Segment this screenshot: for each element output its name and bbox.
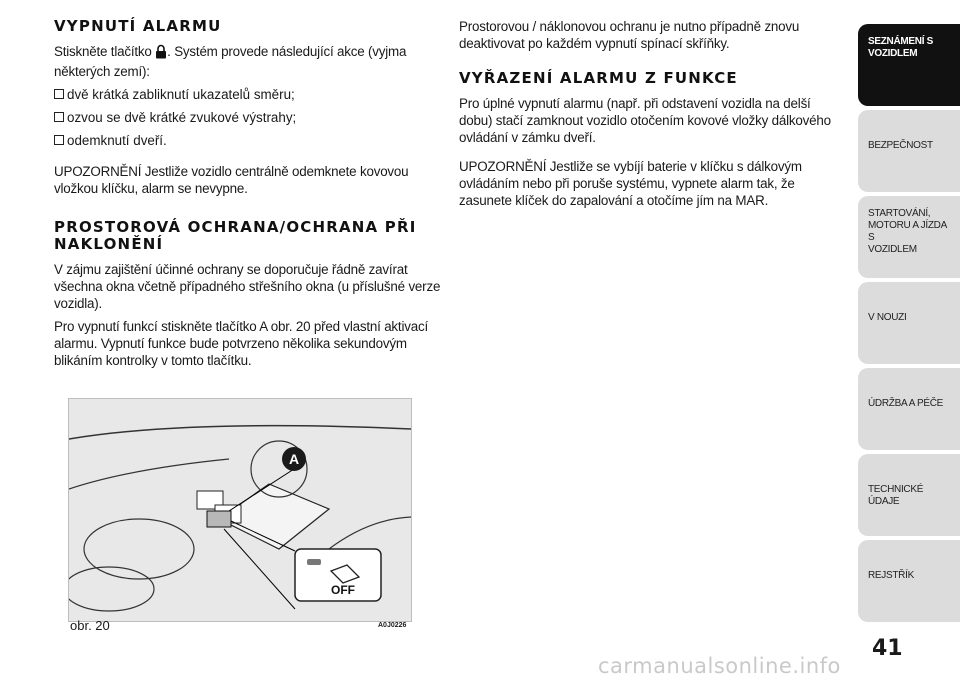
bullet-text: ozvou se dvě krátké zvukové výstrahy;: [67, 110, 297, 125]
paragraph-press-button-start: Stiskněte tlačítko: [54, 44, 152, 59]
left-column: [54, 18, 446, 375]
figure-caption: obr. 20: [70, 618, 110, 633]
tab-technicke-udaje[interactable]: [858, 454, 960, 536]
off-button-label: OFF: [331, 583, 355, 597]
tab-rejstrik[interactable]: [858, 540, 960, 622]
tab-label-line: TECHNICKÉ ÚDAJE: [868, 484, 924, 507]
right-column: [459, 18, 839, 215]
bullet-item: [54, 109, 446, 126]
bullet-item: [54, 132, 446, 149]
figure-roof-console: [68, 398, 412, 622]
page-number: 41: [872, 636, 903, 661]
chapter-sidebar: [858, 24, 960, 626]
paragraph-battery-warning: UPOZORNĚNÍ Jestliže se vybíjí baterie v klíčku s dálkovým ovládáním nebo při poruše systému, vypnete alarm tak, že zasunete klíček do zapalování a otočíme jím na MAR.: [459, 159, 802, 208]
tab-v-nouzi[interactable]: [858, 282, 960, 364]
paragraph-warning-key: UPOZORNĚNÍ Jestliže vozidlo centrálně odemknete kovovou vložkou klíčku, alarm se nevypne.: [54, 164, 409, 196]
tab-label-line: REJSTŘÍK: [868, 570, 914, 581]
watermark-text: carmanualsonline.info: [598, 654, 841, 678]
tab-label-line: BEZPEČNOST: [868, 140, 933, 151]
tab-bezpecnost[interactable]: [858, 110, 960, 192]
checkbox-bullet-icon: [54, 135, 64, 145]
bullet-text: odemknutí dveří.: [67, 133, 167, 148]
tab-udrzba-a-pece[interactable]: [858, 368, 960, 450]
tab-seznameni-s-vozidlem[interactable]: [858, 24, 960, 106]
paragraph-disable-functions: Pro vypnutí funkcí stiskněte tlačítko A obr. 20 před vlastní aktivací alarmu. Vypnutí funkce bude potvrzeno několika sekundovým blikáním kontrolky v tomto tlačítku.: [54, 319, 428, 368]
paragraph-press-button: [54, 43, 446, 80]
heading-vypnuti-alarmu: VYPNUTÍ ALARMU: [54, 17, 222, 35]
checkbox-bullet-icon: [54, 112, 64, 122]
tab-label-line: VOZIDLEM: [868, 244, 917, 255]
roof-console-illustration: [69, 399, 411, 621]
tab-label-line: SEZNÁMENÍ S: [868, 36, 934, 47]
heading-prostorova-ochrana: PROSTOROVÁ OCHRANA/OCHRANA PŘI NAKLONĚNÍ: [54, 218, 417, 253]
paragraph-close-windows: V zájmu zajištění účinné ochrany se doporučuje řádně zavírat všechna okna včetně případného střešního okna (u příslušné verze vozidla).: [54, 262, 441, 311]
bullet-text: dvě krátká zabliknutí ukazatelů směru;: [67, 87, 295, 102]
figure-code: A0J0226: [378, 622, 407, 629]
tab-label-line: MOTORU A JÍZDA S: [868, 220, 947, 243]
callout-label: A: [288, 451, 300, 467]
tab-label-line: V NOUZI: [868, 312, 907, 323]
tab-label-line: VOZIDLEM: [868, 48, 918, 59]
tab-label-line: ÚDRŽBA A PÉČE: [868, 398, 944, 409]
paragraph-full-disable: Pro úplné vypnutí alarmu (např. při odstavení vozidla na delší dobu) stačí zamknout vozidlo otočením kovové vložky dálkového ovládání v zámku dveří.: [459, 96, 831, 145]
padlock-icon: [155, 44, 167, 63]
heading-vyrazeni-alarmu: VYŘAZENÍ ALARMU Z FUNKCE: [459, 69, 738, 87]
checkbox-bullet-icon: [54, 89, 64, 99]
bullet-item: [54, 86, 446, 103]
tab-startovani[interactable]: [858, 196, 960, 278]
tab-label-line: STARTOVÁNÍ,: [868, 208, 931, 219]
paragraph-reactivate: Prostorovou / náklonovou ochranu je nutno případně znovu deaktivovat po každém vypnutí spínací skříňky.: [459, 19, 800, 51]
paragraph-press-button-end: . Systém provede následující akce (vyjma některých zemí):: [54, 44, 407, 79]
